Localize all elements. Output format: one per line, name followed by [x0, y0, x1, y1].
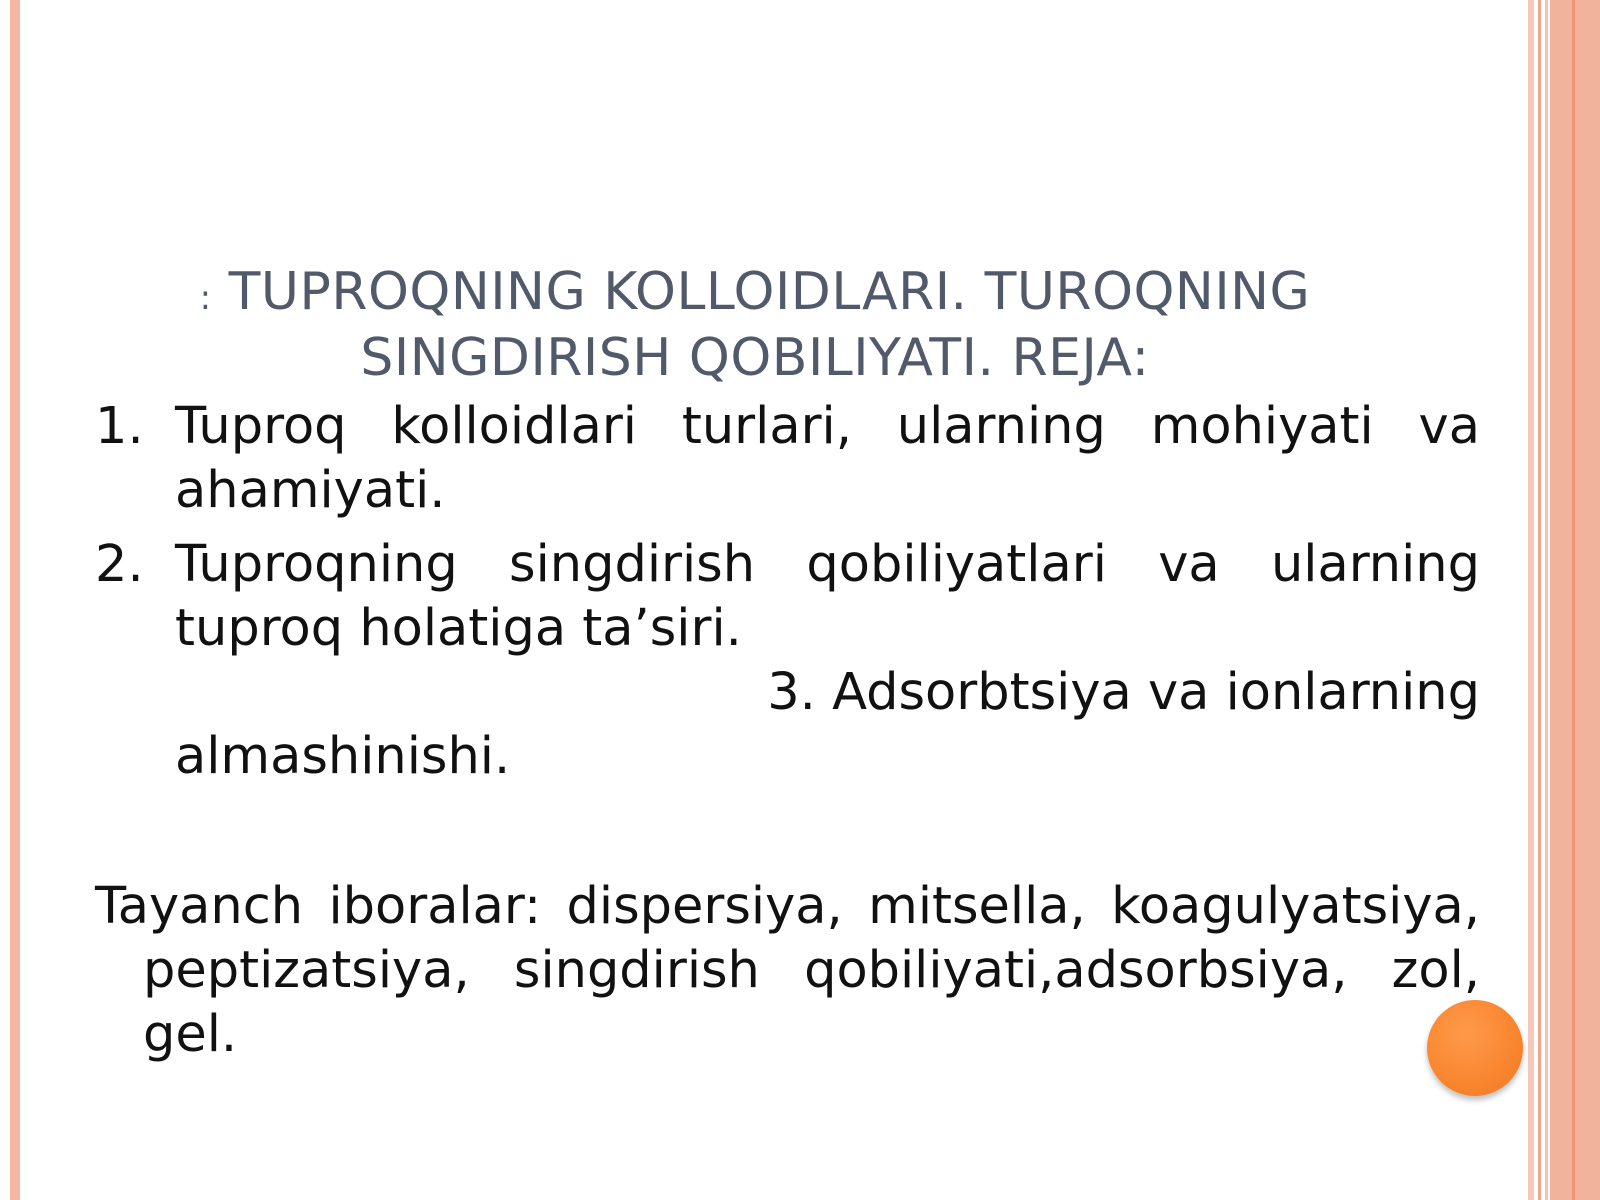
right-decorative-stripe [1545, 0, 1548, 1200]
list-item-line-1 [175, 661, 1480, 725]
title-prefix: : [199, 278, 212, 318]
title-line-1 [170, 262, 1340, 328]
list-item-number: 1. [95, 397, 144, 456]
list-item-number: 2. [95, 535, 144, 594]
title-text-1: TUPROQNING KOLLOIDLARI. TUROQNING [228, 262, 1311, 322]
right-decorative-stripe [1528, 0, 1534, 1200]
list-item [95, 661, 1480, 789]
list-item [95, 395, 1480, 523]
right-decorative-stripe [1538, 0, 1541, 1200]
list-item-number: 3. [767, 663, 816, 722]
list-item-text: Tuproq kolloidlari turlari, ularning mohiyati va ahamiyati. [175, 397, 1480, 520]
list-item-text: Tuproqning singdirish qobiliyatlari va ularning tuproq holatiga ta’siri. [175, 535, 1480, 658]
orange-circle-decoration [1427, 1000, 1523, 1096]
slide-title [170, 262, 1340, 388]
keywords-paragraph: Tayanch iboralar: dispersiya, mitsella, koagulyatsiya, peptizatsiya, singdirish qobiliyati,adsorbsiya, zol, gel. [95, 877, 1480, 1064]
title-line-2: SINGDIRISH QOBILIYATI. REJA: [360, 328, 1150, 388]
slide-body [95, 395, 1480, 1118]
list-item-text: Adsorbtsiya va ionlarning [832, 663, 1480, 722]
right-decorative-stripe [1550, 0, 1600, 1200]
right-decorative-stripe [1572, 0, 1575, 1200]
left-decorative-stripe [10, 0, 20, 1200]
list-item [95, 533, 1480, 661]
list-item-line-2: almashinishi. [175, 727, 511, 786]
